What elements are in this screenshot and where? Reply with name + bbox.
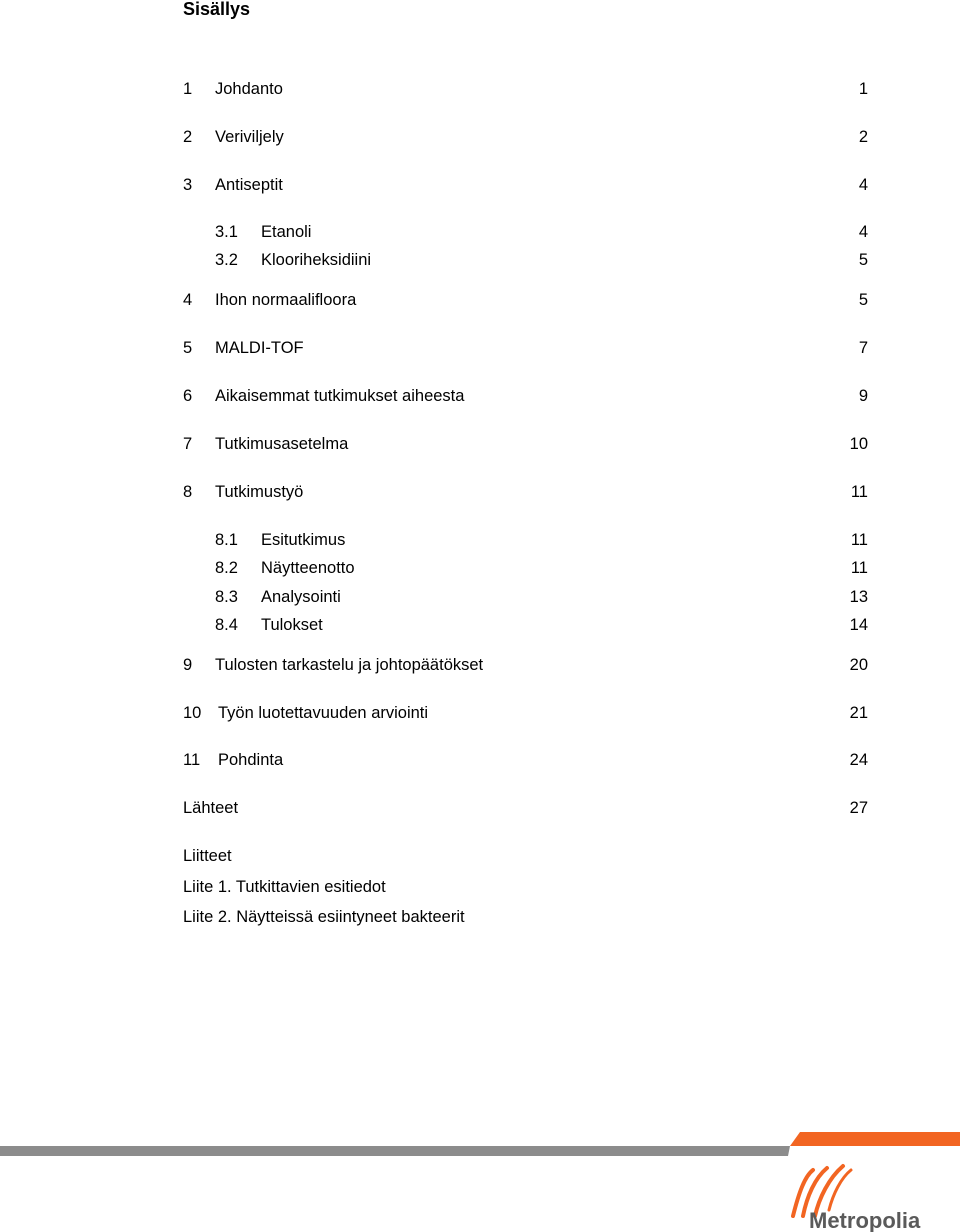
toc-page: 14 — [849, 616, 868, 634]
toc-number: 10 — [183, 704, 202, 722]
toc-number: 6 — [183, 387, 193, 405]
toc-title: Tutkimustyö — [215, 483, 304, 501]
toc-entry[interactable] — [183, 703, 868, 723]
toc-number: 8.3 — [215, 588, 238, 606]
toc-entry[interactable] — [183, 386, 868, 406]
toc-entry[interactable] — [183, 175, 868, 195]
toc-entry-references[interactable] — [183, 798, 868, 818]
toc-number: 8.2 — [215, 559, 238, 577]
toc-title: Esitutkimus — [261, 531, 346, 549]
toc-title: Klooriheksidiini — [261, 251, 372, 269]
toc-page: 9 — [858, 387, 868, 405]
toc-title: Analysointi — [261, 588, 341, 606]
toc-title: Johdanto — [215, 80, 283, 98]
toc-number: 3.1 — [215, 223, 238, 241]
appendix-item[interactable]: Liite 2. Näytteissä esiintyneet bakteerit — [183, 908, 465, 926]
toc-title: Antiseptit — [215, 176, 283, 194]
toc-title: Tulokset — [261, 616, 323, 634]
toc-title: Aikaisemmat tutkimukset aiheesta — [215, 387, 465, 405]
toc-entry[interactable] — [183, 655, 868, 675]
toc-page: 10 — [849, 435, 868, 453]
toc-title: Veriviljely — [215, 128, 284, 146]
footer-stripe-orange — [790, 1132, 960, 1146]
toc-number: 8.1 — [215, 531, 238, 549]
toc-number: 1 — [183, 80, 193, 98]
toc-title: MALDI-TOF — [215, 339, 304, 357]
toc-page: 1 — [858, 80, 868, 98]
toc-page: 11 — [850, 559, 868, 577]
toc-page: 21 — [849, 704, 868, 722]
toc-page: 20 — [849, 656, 868, 674]
toc-subentry[interactable] — [183, 222, 868, 242]
footer-stripe — [0, 1126, 960, 1162]
toc-number: 3 — [183, 176, 193, 194]
toc-page: 4 — [858, 176, 868, 194]
toc-number: 2 — [183, 128, 193, 146]
toc-title: Työn luotettavuuden arviointi — [218, 704, 429, 722]
toc-title: Lähteet — [183, 799, 239, 817]
toc-page: 11 — [850, 531, 868, 549]
toc-subentry[interactable] — [183, 250, 868, 270]
toc-page: 24 — [849, 751, 868, 769]
toc-page: 5 — [858, 291, 868, 309]
toc-page: 11 — [850, 483, 868, 501]
toc-page: 5 — [858, 251, 868, 269]
toc-heading: Sisällys — [183, 0, 251, 19]
toc-title: Tutkimusasetelma — [215, 435, 349, 453]
toc-subentry[interactable] — [183, 587, 868, 607]
toc-entry[interactable] — [183, 127, 868, 147]
toc-entry[interactable] — [183, 79, 868, 99]
toc-number: 7 — [183, 435, 193, 453]
toc-entry[interactable] — [183, 290, 868, 310]
toc-page: 4 — [858, 223, 868, 241]
toc-number: 3.2 — [215, 251, 238, 269]
toc-number: 11 — [183, 751, 201, 769]
toc-number: 9 — [183, 656, 193, 674]
toc-number: 8 — [183, 483, 193, 501]
toc-number: 8.4 — [215, 616, 238, 634]
toc-subentry[interactable] — [183, 530, 868, 550]
toc-title: Etanoli — [261, 223, 312, 241]
metropolia-logo-text: Metropolia — [809, 1208, 921, 1232]
toc-subentry[interactable] — [183, 615, 868, 635]
appendix-item[interactable]: Liite 1. Tutkittavien esitiedot — [183, 878, 386, 896]
toc-entry[interactable] — [183, 434, 868, 454]
toc-number: 4 — [183, 291, 193, 309]
footer-stripe-gray — [0, 1146, 790, 1156]
toc-title: Näytteenotto — [261, 559, 355, 577]
appendices-label: Liitteet — [183, 847, 232, 865]
toc-page: 2 — [858, 128, 868, 146]
toc-entry[interactable] — [183, 482, 868, 502]
toc-page: 7 — [858, 339, 868, 357]
toc-title: Pohdinta — [218, 751, 284, 769]
toc-page: 27 — [849, 799, 868, 817]
toc-number: 5 — [183, 339, 193, 357]
toc-page: 13 — [849, 588, 868, 606]
metropolia-logo — [785, 1158, 935, 1232]
toc-title: Ihon normaalifloora — [215, 291, 357, 309]
toc-entry[interactable] — [183, 750, 868, 770]
toc-subentry[interactable] — [183, 558, 868, 578]
toc-title: Tulosten tarkastelu ja johtopäätökset — [215, 656, 484, 674]
toc-entry[interactable] — [183, 338, 868, 358]
